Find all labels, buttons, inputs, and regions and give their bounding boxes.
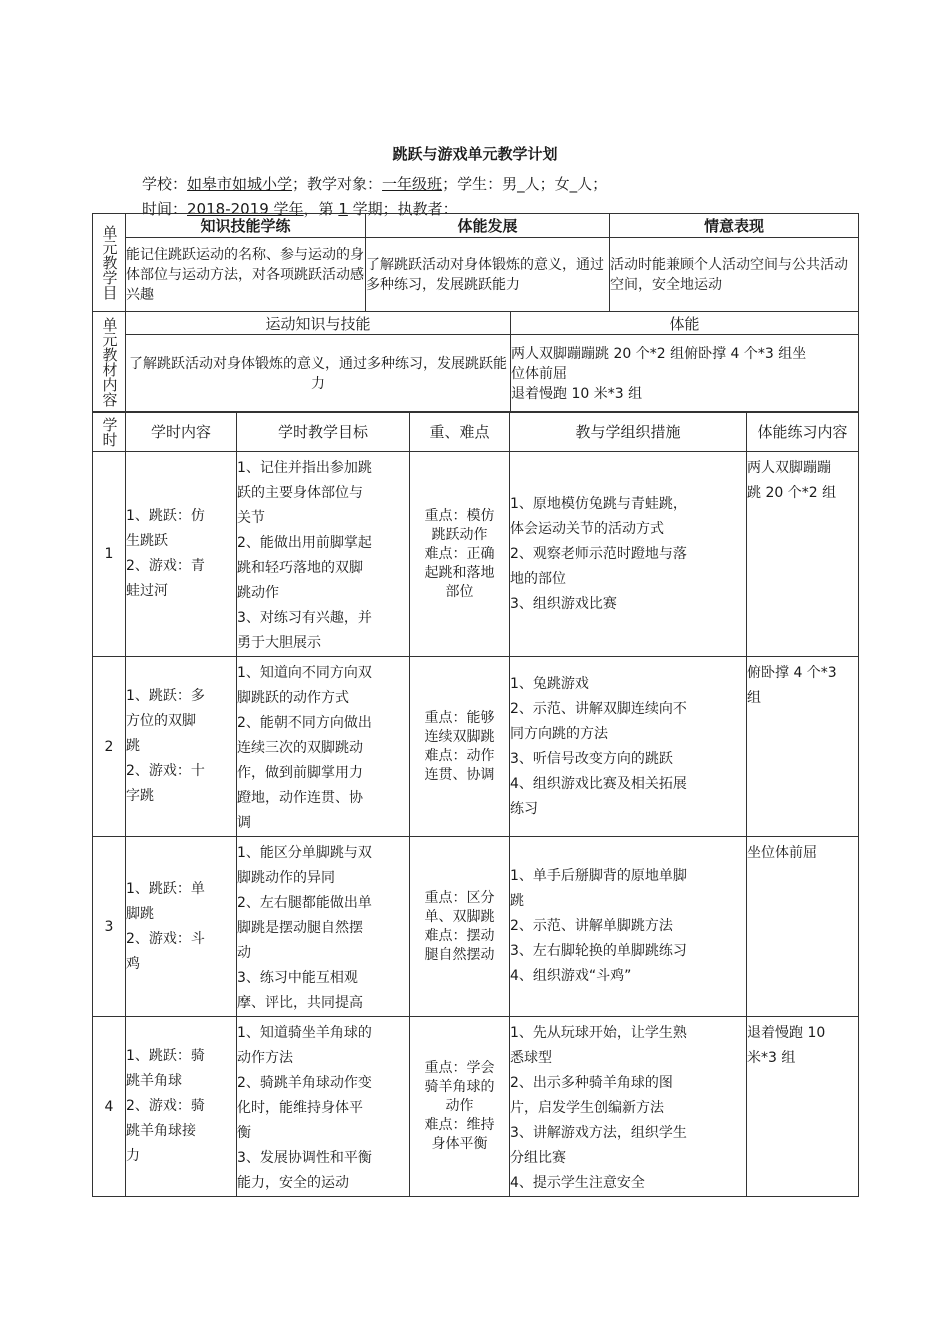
unit-materials-table [92,311,859,413]
text-line: 3、发展协调性和平衡 [237,1150,372,1166]
text-line: 1、记住并指出参加跳 [237,460,372,476]
lessons-header-content: 学时内容 [126,412,237,452]
text-line: 作，做到前脚掌用力 [237,765,363,781]
text-line: 组 [747,690,761,706]
text-line: 分组比赛 [510,1150,566,1166]
text-line: 1、先从玩球开始，让学生熟 [510,1025,687,1041]
text-line: 身体平衡 [431,1136,488,1152]
text-line: 单、双脚跳 [424,908,495,925]
text-line: 关节 [237,510,265,526]
text-line: 两人双脚蹦蹦 [747,460,831,476]
materials-header-fitness: 体能 [511,312,859,335]
text-line: 难点：摆动 [424,927,495,944]
text-line: 4、提示学生注意安全 [510,1175,645,1191]
text-line: 生跳跃 [126,533,168,549]
text-line: 2、游戏：青 [126,558,205,574]
text-line: 重点：能够 [424,709,495,726]
text-line: 2、观察老师示范时蹬地与落 [510,545,687,562]
text-line: 难点：正确 [424,545,495,562]
lessons-header-keypoints: 重、难点 [410,412,510,452]
lesson-goals [237,657,410,837]
goals-affect-text: 活动时能兼顾个人活动空间与公共活动空间，安全地运动 [610,238,859,312]
text-line: 3、练习中能互相观 [237,970,358,986]
text-line: 连贯、协调 [424,766,495,783]
text-line: 力 [126,1148,140,1164]
lesson-fitness [747,452,859,657]
text-line: 1、兔跳游戏 [510,675,589,692]
text-line: 2、左右腿都能做出单 [237,895,372,911]
target-label: ；教学对象： [292,175,383,193]
text-line: 坐位体前屈 [747,845,817,861]
text-line: 1、原地模仿兔跳与青蛙跳， [510,495,687,512]
text-line: 片，启发学生创编新方法 [510,1100,664,1116]
text-line: 跳羊角球接 [126,1123,196,1139]
lesson-number: 3 [93,837,126,1017]
lesson-fitness [747,1017,859,1197]
text-line: 1、知道骑坐羊角球的 [237,1025,372,1041]
goals-fitness-text: 了解跳跃活动对身体锻炼的意义，通过多种练习，发展跳跃能力 [366,238,610,312]
lesson-number: 4 [93,1017,126,1197]
text-line: 3、听信号改变方向的跳跃 [510,750,673,767]
lessons-table [92,411,859,1197]
lesson-content [126,837,237,1017]
text-line: 悉球型 [510,1050,552,1066]
text-line: 摩、评比，共同提高 [237,995,363,1011]
text-line: 3、讲解游戏方法，组织学生 [510,1125,687,1141]
materials-skill-text: 了解跳跃活动对身体锻炼的意义，通过多种练习，发展跳跃能力 [126,335,511,413]
lesson-goals [237,452,410,657]
lesson-keypoints [410,452,510,657]
lessons-header-methods: 教与学组织措施 [510,412,747,452]
school-label: 学校： [142,175,188,193]
time-label: 时间： [142,200,188,218]
table-row [93,452,859,657]
text-line: 脚跳跃的动作方式 [237,690,349,706]
text-line: 难点：维持 [424,1117,495,1133]
text-line: 俯卧撑 4 个*3 [747,665,837,681]
text-line: 跳动作 [237,585,279,601]
text-line: 重点：模仿 [424,507,495,524]
text-line: 跃的主要身体部位与 [237,485,363,501]
lesson-keypoints [410,837,510,1017]
lesson-content [126,1017,237,1197]
table-row [93,837,859,1017]
text-line: 2、游戏：骑 [126,1098,205,1114]
text-line: 蹬地，动作连贯、协 [237,790,363,806]
goals-header-skills: 知识技能学练 [126,214,366,238]
text-line: 鸡 [126,955,140,972]
text-line: 跳和轻巧落地的双脚 [237,560,363,576]
text-line: 勇于大胆展示 [237,635,321,651]
lesson-content [126,452,237,657]
text-line: 4、组织游戏“斗鸡” [510,968,632,984]
text-line: 4、组织游戏比赛及相关拓展 [510,775,687,792]
text-line: 3、左右脚轮换的单脚跳练习 [510,943,687,959]
materials-row-label: 单元教材内容 [93,312,126,413]
school-year: 2018-2019 学年 [187,200,304,218]
text-line: 动 [237,945,251,961]
unit-goals-table [92,213,859,312]
text-line: 米*3 组 [747,1050,796,1066]
lessons-header-goals: 学时教学目标 [237,412,410,452]
text-line: 1、跳跃：单 [126,880,205,897]
lesson-number: 1 [93,452,126,657]
info-line-school [142,173,607,194]
text-line: 2、能做出用前脚掌起 [237,535,372,551]
text-line: 脚跳是摆动腿自然摆 [237,920,363,936]
text-line: 腿自然摆动 [424,946,495,963]
text-line: 1、跳跃：多 [126,688,205,704]
fitness-line: 位体前屈 [511,365,567,382]
text-line: 1、跳跃：仿 [126,508,205,524]
lesson-number: 2 [93,657,126,837]
materials-fitness-cell [511,335,859,413]
target-class: 一年级班 [382,175,443,193]
text-line: 连续双脚跳 [424,728,495,745]
lesson-methods [510,1017,747,1197]
text-line: 连续三次的双脚跳动 [237,740,363,756]
lesson-fitness [747,837,859,1017]
text-line: 1、知道向不同方向双 [237,665,372,681]
text-line: 脚跳 [126,905,154,922]
text-line: 脚跳动作的异同 [237,870,335,886]
text-line: 跳 [510,893,524,909]
text-line: 2、骑跳羊角球动作变 [237,1075,372,1091]
term-label: ，第 [303,200,339,218]
lessons-row-label: 学时 [93,412,126,452]
materials-header-skill: 运动知识与技能 [126,312,511,335]
goals-header-fitness: 体能发展 [366,214,610,238]
text-line: 骑羊角球的 [424,1079,495,1095]
table-row [93,1017,859,1197]
text-line: 跳 [126,738,140,754]
page-title: 跳跃与游戏单元教学计划 [392,145,558,163]
text-line: 重点：区分 [424,889,495,906]
fitness-line: 退着慢跑 10 米*3 组 [511,385,643,402]
goals-header-affect: 情意表现 [610,214,859,238]
text-line: 动作方法 [237,1050,293,1066]
text-line: 1、单手后掰脚背的原地单脚 [510,868,687,884]
text-line: 2、游戏：十 [126,763,205,779]
school-name: 如皋市如城小学 [187,175,293,193]
table-row [93,657,859,837]
text-line: 地的部位 [510,570,566,587]
text-line: 衡 [237,1125,251,1141]
text-line: 2、出示多种骑羊角球的图 [510,1075,673,1091]
lesson-keypoints [410,657,510,837]
text-line: 2、示范、讲解单脚跳方法 [510,918,673,934]
lessons-header-fitness: 体能练习内容 [747,412,859,452]
text-line: 2、示范、讲解双脚连续向不 [510,700,687,717]
lesson-methods [510,657,747,837]
text-line: 化时，能维持身体平 [237,1100,363,1116]
text-line: 1、跳跃：骑 [126,1048,205,1064]
text-line: 2、能朝不同方向做出 [237,715,372,731]
teacher-text: 学期；执教者： [347,200,458,218]
text-line: 同方向跳的方法 [510,725,608,742]
lesson-content [126,657,237,837]
text-line: 跳跃动作 [431,526,488,543]
text-line: 跳羊角球 [126,1073,182,1089]
students-text: ；学生：男_人；女_人； [442,175,608,193]
text-line: 难点：动作 [424,747,495,764]
text-line: 起跳和落地 [424,564,495,581]
text-line: 方位的双脚 [126,713,196,729]
lesson-methods [510,837,747,1017]
text-line: 部位 [445,583,474,600]
fitness-line: 两人双脚蹦蹦跳 20 个*2 组俯卧撑 4 个*3 组坐 [511,345,807,362]
text-line: 练习 [510,800,538,817]
text-line: 调 [237,815,251,831]
term-number: 1 [338,200,348,218]
lesson-methods [510,452,747,657]
text-line: 能力，安全的运动 [237,1175,349,1191]
goals-row-label: 单元教学目 [93,214,126,312]
text-line: 退着慢跑 10 [747,1025,826,1041]
text-line: 重点：学会 [424,1060,495,1076]
text-line: 字跳 [126,788,154,804]
text-line: 跳 20 个*2 组 [747,485,837,501]
text-line: 3、组织游戏比赛 [510,595,617,612]
text-line: 体会运动关节的活动方式 [510,520,664,537]
lesson-keypoints [410,1017,510,1197]
text-line: 3、对练习有兴趣，并 [237,610,372,626]
text-line: 蛙过河 [126,583,168,599]
text-line: 动作 [445,1098,474,1114]
goals-skills-text: 能记住跳跃运动的名称、参与运动的身体部位与运动方法，对各项跳跃活动感兴趣 [126,238,366,312]
lesson-goals [237,1017,410,1197]
lesson-fitness [747,657,859,837]
text-line: 1、能区分单脚跳与双 [237,845,372,861]
lesson-goals [237,837,410,1017]
text-line: 2、游戏：斗 [126,930,205,947]
